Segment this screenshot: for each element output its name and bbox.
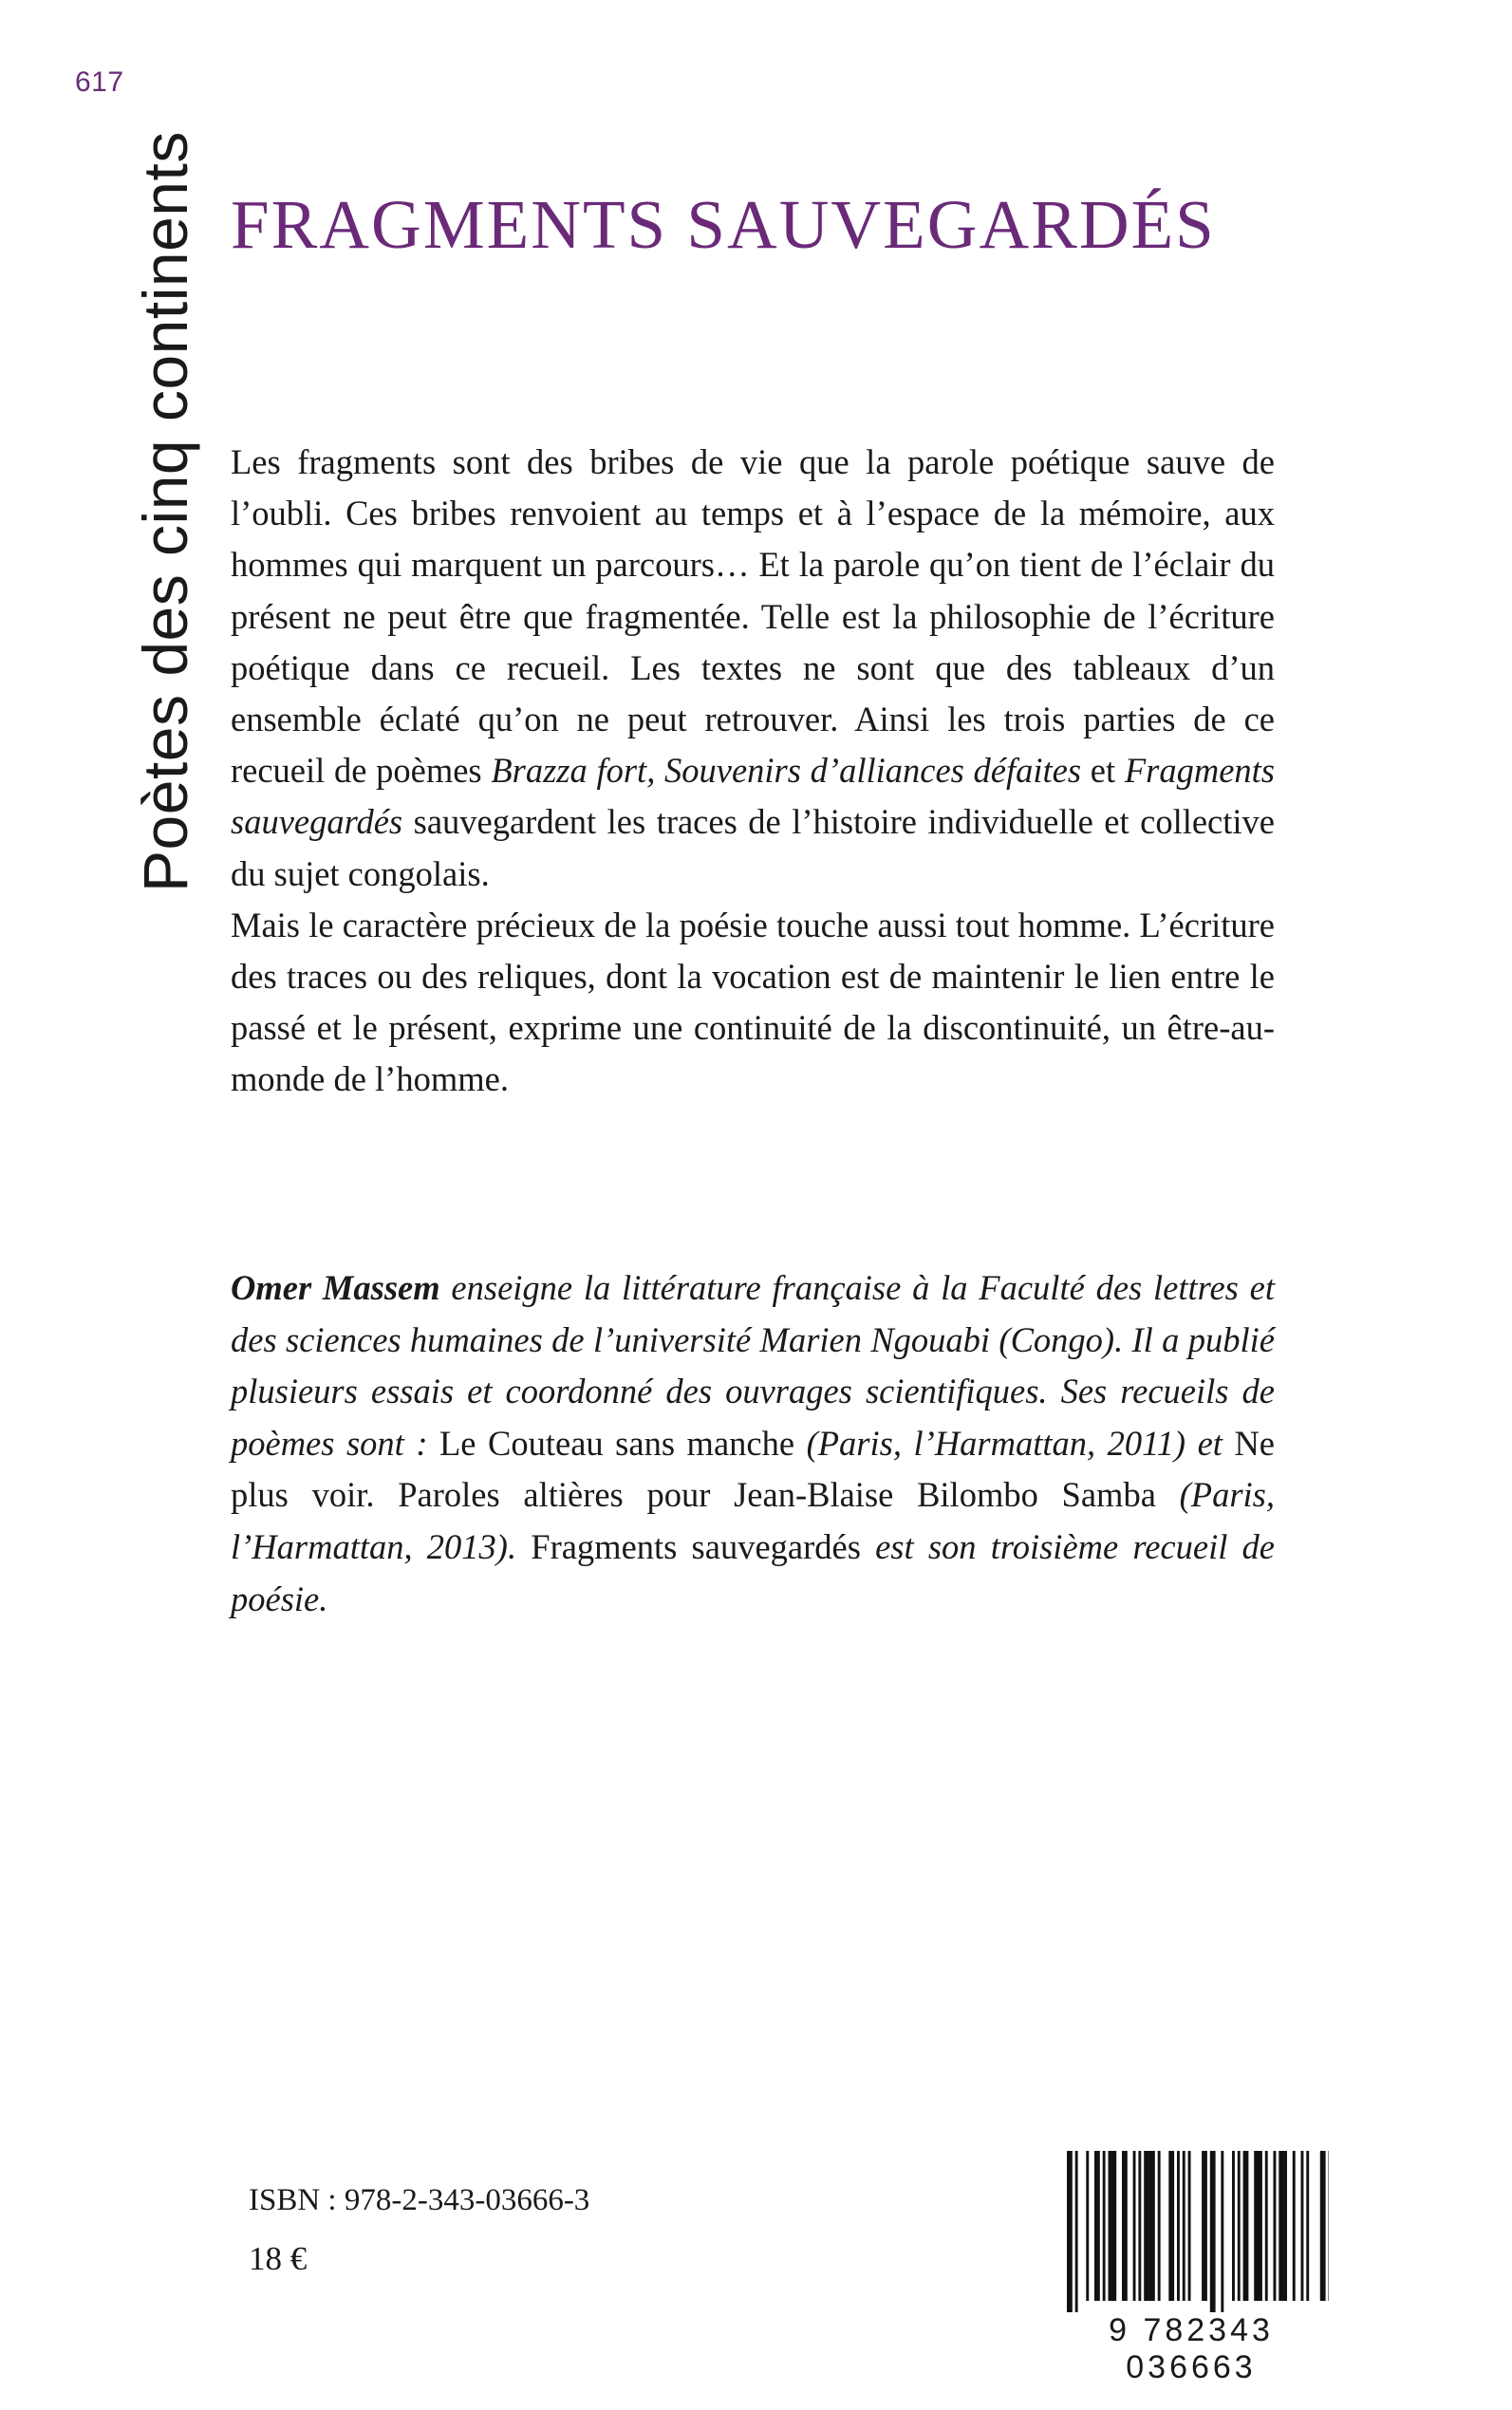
- isbn-number: ISBN : 978-2-343-03666-3: [249, 2183, 590, 2217]
- summary-paragraph-2: Mais le caractère précieux de la poésie touche aussi tout homme. L’écriture des traces ou des reliques, dont la vocation est de maintenir le lien entre le passé et le présent, exprime une continuité de la discontinuité, un être-au-monde de l’homme.: [231, 905, 1275, 1099]
- barcode-bar: [1094, 2151, 1100, 2301]
- summary-text: sauvegardent les traces de l’histoire individuelle et collective du sujet congolais.: [231, 802, 1275, 893]
- bio-text: est son troisième recueil de poésie.: [231, 1526, 1276, 1618]
- summary-italic-title: Fragments sauvegardés: [231, 751, 1275, 842]
- barcode-bars-icon: [1054, 2147, 1329, 2313]
- barcode-bar: [1238, 2151, 1241, 2301]
- barcode-bar: [1221, 2151, 1223, 2312]
- summary-italic-titles: Brazza fort, Souvenirs d’alliances défaites: [491, 751, 1082, 791]
- barcode-bar: [1103, 2151, 1106, 2301]
- bio-book-title: Fragments sauvegardés: [531, 1526, 861, 1566]
- barcode-bar: [1210, 2151, 1216, 2312]
- barcode-bar: [1177, 2151, 1180, 2301]
- barcode-bar: [1254, 2151, 1262, 2301]
- barcode-bar: [1168, 2151, 1174, 2301]
- barcode-bar: [1138, 2151, 1141, 2301]
- barcode-bar: [1075, 2151, 1078, 2312]
- barcode-bar: [1067, 2151, 1073, 2312]
- book-title: FRAGMENTS SAUVEGARDÉS: [231, 186, 1216, 263]
- barcode-bar: [1109, 2151, 1117, 2301]
- author-name: Omer Massem: [231, 1268, 440, 1307]
- bio-text: (Paris, l’Harmattan, 2011) et: [794, 1423, 1235, 1463]
- barcode-bar: [1329, 2151, 1330, 2301]
- barcode-bar: [1243, 2151, 1249, 2301]
- barcode-bar: [1274, 2151, 1277, 2301]
- barcode-bar: [1279, 2151, 1287, 2301]
- barcode-bar: [1183, 2151, 1185, 2301]
- summary-paragraph-1: [231, 437, 1275, 900]
- bio-text: enseigne la littérature française à la Faculté des lettres et des sciences humaines de l’université Marien Ngouabi (Congo). Il a publié plusieurs essais et coordonné des ouvrages scientifiques. Ses recueils de poèmes sont :: [231, 1268, 1275, 1463]
- summary-text: et: [1081, 751, 1125, 791]
- barcode-bar: [1301, 2151, 1304, 2301]
- series-number: 617: [75, 66, 124, 98]
- series-name: Poètes des cinq continents: [130, 131, 200, 892]
- author-bio: [231, 1262, 1275, 1625]
- barcode-bar: [1086, 2151, 1089, 2301]
- back-cover-summary: [231, 437, 1275, 1106]
- barcode-bar: [1122, 2151, 1128, 2301]
- barcode-bar: [1306, 2151, 1309, 2301]
- bio-text: (Paris, l’Harmattan, 2013).: [231, 1475, 1276, 1566]
- barcode-bar: [1320, 2151, 1326, 2301]
- bio-book-title: Ne plus voir. Paroles altières pour Jean-Blaise Bilombo Samba: [231, 1423, 1275, 1515]
- price: 18 €: [249, 2240, 308, 2277]
- barcode-digits: 9 782343 036663: [1109, 2312, 1274, 2385]
- barcode-bar: [1232, 2151, 1235, 2301]
- bio-book-title: Le Couteau sans manche: [439, 1423, 795, 1463]
- barcode-bar: [1293, 2151, 1296, 2301]
- barcode-bar: [1188, 2151, 1191, 2301]
- barcode-bar: [1202, 2151, 1207, 2301]
- barcode-bar: [1265, 2151, 1268, 2301]
- barcode-bar: [1133, 2151, 1136, 2301]
- barcode-bar: [1144, 2151, 1155, 2301]
- summary-text: Les fragments sont des bribes de vie que la parole poétique sauve de l’oubli. Ces bribes renvoient au temps et à l’espace de la mémoire, aux hommes qui marquent un parcours… Et la parole qu’on tient de l’éclair du présent ne peut être que fragmentée. Telle est la philosophie de l’écriture poétique dans ce recueil. Les textes ne sont que des tableaux d’un ensemble éclaté qu’on ne peut retrouver. Ainsi les trois parties de ce recueil de poèmes: [231, 442, 1275, 791]
- barcode-bar: [1158, 2151, 1161, 2301]
- barcode: [1054, 2147, 1329, 2385]
